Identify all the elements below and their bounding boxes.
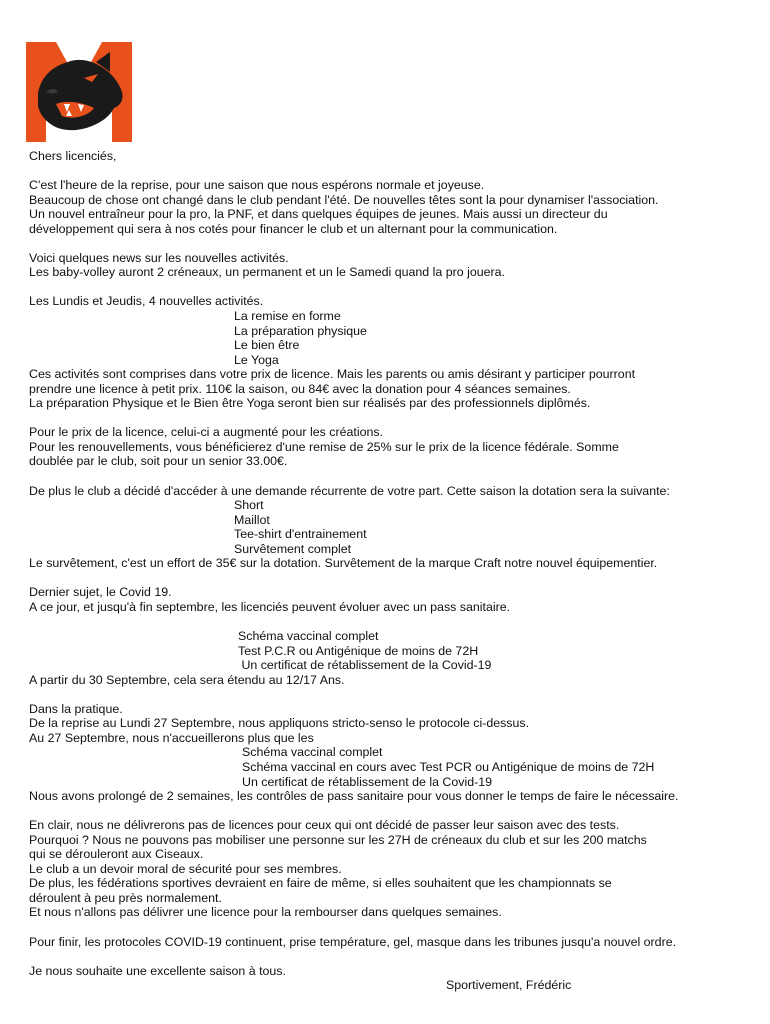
paragraph-line: qui se dérouleront aux Ciseaux. xyxy=(29,847,204,862)
paragraph-line: Le club a un devoir moral de sécurité pour ses membres. xyxy=(29,861,342,876)
paragraph-line: De la reprise au Lundi 27 Septembre, nous appliquons stricto-senso le protocole ci-dessus. xyxy=(29,716,530,731)
paragraph-line: Le survêtement, c'est un effort de 35€ sur la dotation. Survêtement de la marque Craft notre nouvel équipementier. xyxy=(29,556,658,571)
paragraph-line: Voici quelques news sur les nouvelles activités. xyxy=(29,250,289,265)
paragraph-line: La préparation Physique et le Bien être Yoga seront bien sur réalisés par des professionnels diplômés. xyxy=(29,396,591,411)
paragraph-line: Je nous souhaite une excellente saison à tous. xyxy=(29,963,286,978)
list-item: Un certificat de rétablissement de la Covid-19 xyxy=(242,774,492,789)
paragraph-line: prendre une licence à petit prix. 110€ la saison, ou 84€ avec la donation pour 4 séances semaines. xyxy=(29,381,571,396)
signature: Sportivement, Frédéric xyxy=(446,978,572,993)
paragraph-line: développement qui sera à nos cotés pour financer le club et un alternant pour la communication. xyxy=(29,221,558,236)
paragraph-line: Dans la pratique. xyxy=(29,701,123,716)
list-item: Schéma vaccinal complet xyxy=(238,629,379,644)
list-item: Test P.C.R ou Antigénique de moins de 72H xyxy=(238,643,479,658)
paragraph-line: Au 27 Septembre, nous n'accueillerons plus que les xyxy=(29,730,314,745)
list-item: Survêtement complet xyxy=(234,541,352,556)
paragraph-line: Les baby-volley auront 2 créneaux, un permanent et un le Samedi quand la pro jouera. xyxy=(29,265,505,280)
paragraph-line: déroulent à peu près normalement. xyxy=(29,890,222,905)
list-item: Tee-shirt d'entrainement xyxy=(234,527,367,542)
paragraph-line: Pour finir, les protocoles COVID-19 continuent, prise température, gel, masque dans les tribunes jusqu'a nouvel ordre. xyxy=(29,934,677,949)
greeting: Chers licenciés, xyxy=(29,149,117,163)
list-item: Maillot xyxy=(234,512,270,527)
paragraph-line: C'est l'heure de la reprise, pour une saison que nous espérons normale et joyeuse. xyxy=(29,178,485,193)
list-item: La remise en forme xyxy=(234,309,341,324)
paragraph-line: De plus, les fédérations sportives devraient en faire de même, si elles souhaitent que les championnats se xyxy=(29,876,612,891)
list-item: Schéma vaccinal en cours avec Test PCR ou Antigénique de moins de 72H xyxy=(242,759,655,774)
paragraph-line: Dernier sujet, le Covid 19. xyxy=(29,585,172,600)
paragraph-line: A partir du 30 Septembre, cela sera étendu au 12/17 Ans. xyxy=(29,672,345,687)
list-item: Le bien être xyxy=(234,338,300,353)
paragraph-line: Ces activités sont comprises dans votre prix de licence. Mais les parents ou amis désirant y participer pourront xyxy=(29,367,636,382)
list-item: Short xyxy=(234,498,264,513)
list-item: La préparation physique xyxy=(234,323,367,338)
paragraph-line: doublée par le club, soit pour un senior 33.00€. xyxy=(29,454,288,469)
list-item: Un certificat de rétablissement de la Covid-19 xyxy=(238,658,492,673)
paragraph-line: Pour le prix de la licence, celui-ci a augmenté pour les créations. xyxy=(29,425,384,440)
paragraph-line: En clair, nous ne délivrerons pas de licences pour ceux qui ont décidé de passer leur saison avec des tests. xyxy=(29,818,620,833)
paragraph-line: Les Lundis et Jeudis, 4 nouvelles activités. xyxy=(29,294,264,309)
paragraph-line: De plus le club a décidé d'accéder à une demande récurrente de votre part. Cette saison la dotation sera la suivante: xyxy=(29,483,670,498)
club-panther-logo xyxy=(26,42,132,142)
paragraph-line: Pour les renouvellements, vous bénéficierez d'une remise de 25% sur le prix de la licence fédérale. Somme xyxy=(29,439,619,454)
paragraph-line: Un nouvel entraîneur pour la pro, la PNF, et dans quelques équipes de jeunes. Mais aussi un directeur du xyxy=(29,207,608,222)
paragraph-line: Pourquoi ? Nous ne pouvons pas mobiliser une personne sur les 27H de créneaux du club et sur les 200 matchs xyxy=(29,832,647,847)
list-item: Schéma vaccinal complet xyxy=(242,745,383,760)
paragraph-line: Et nous n'allons pas délivrer une licence pour la rembourser dans quelques semaines. xyxy=(29,905,502,920)
paragraph-line: Nous avons prolongé de 2 semaines, les contrôles de pass sanitaire pour vous donner le temps de faire le nécessaire. xyxy=(29,789,679,804)
panther-icon xyxy=(26,42,132,142)
list-item: Le Yoga xyxy=(234,352,279,367)
letter-body xyxy=(29,149,754,993)
paragraph-line: Beaucoup de chose ont changé dans le club pendant l'été. De nouvelles têtes sont la pour dynamiser l'association. xyxy=(29,192,659,207)
paragraph-line: A ce jour, et jusqu'à fin septembre, les licenciés peuvent évoluer avec un pass sanitaire. xyxy=(29,599,511,614)
